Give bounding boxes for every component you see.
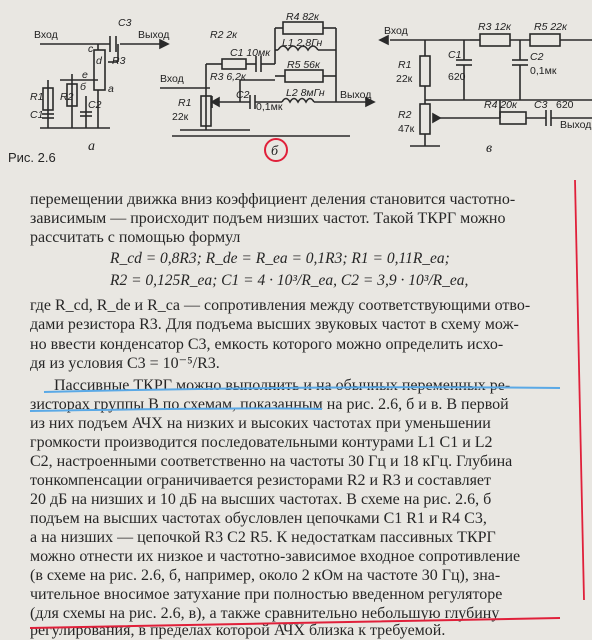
fig-c-label-r2: R2 [398, 109, 412, 121]
text-line: можно отнести их низкое и частотно-зависимое входное сопротивление [30, 548, 521, 565]
text-line: рассчитать с помощью формул [30, 229, 241, 246]
fig-b-label-l1: L1 2,8Гн [282, 37, 323, 49]
text-line: 20 дБ на низших и 10 дБ на высших частотах. В схеме на рис. 2.6, б [30, 491, 492, 508]
text-line: громкости производится последовательными контурами L1 C1 и L2 [30, 434, 493, 451]
fig-c-label-r2-value: 47к [398, 123, 415, 135]
fig-a-output-label: Выход [138, 29, 170, 41]
text-line: (в схеме на рис. 2.6, б, например, около 2 кОм на частоте 30 Гц), зна- [30, 567, 501, 584]
text-line: дя из условия C3 = 10⁻⁵/R3. [30, 355, 220, 372]
text-line: а на низших — цепочкой R3 C2 R5. К недостаткам пассивных ТКРГ [30, 529, 496, 546]
text-line: чительное вносимое затухание при полностью введенном регуляторе [30, 586, 503, 603]
formula-line-1: R_cd = 0,8R3; R_de = R_ea = 0,1R3; R1 = 0,11R_ea; [110, 250, 450, 267]
text-line: дами резистора R3. Для подъема высших звуковых частот в схему мож- [30, 316, 519, 333]
text-line: зависимым — происходит подъем низших частот. Такой ТКРГ можно [30, 210, 506, 227]
fig-b-label-r4: R4 82к [286, 11, 319, 23]
fig-c-sublabel: в [486, 141, 493, 156]
text-line: Пассивные ТКРГ можно выполнить и на обычных переменных ре- [54, 377, 511, 394]
text-line: из них подъем АЧХ на низких и высоких частотах при уменьшении [30, 415, 491, 432]
fig-c-input-label: Вход [384, 25, 408, 37]
fig-a-label-c1: C1 [30, 109, 44, 121]
fig-a-label-d: d [96, 55, 102, 67]
fig-b-label-l2: L2 8мГн [286, 87, 325, 99]
text-line: тонкомпенсации ограничивается резисторами R2 и R3 и составляет [30, 472, 492, 489]
fig-b-label-r2: R2 2к [210, 29, 238, 41]
fig-c-label-r1-value: 22к [396, 73, 413, 85]
fig-a-label-b: б [80, 81, 86, 93]
text-line: перемещении движка вниз коэффициент деления становится частотно- [30, 191, 516, 208]
fig-a-sublabel: а [88, 139, 95, 154]
text-line: зисторах группы В по схемам, показанным на рис. 2.6, б и в. В первой [30, 396, 509, 413]
fig-b-input-label: Вход [160, 73, 184, 85]
fig-c-label-c1: C1 [448, 49, 462, 61]
fig-b-label-c2-value: 0,1мк [256, 101, 283, 113]
fig-c-label-r1: R1 [398, 59, 412, 71]
fig-b-label-r1-value: 22к [172, 111, 189, 123]
fig-a-label-r1: R1 [30, 91, 44, 103]
formula-line-2: R2 = 0,125R_ea; C1 = 4 · 10³/R_ea, C2 = 3,9 · 10³/R_ea, [110, 272, 469, 289]
text-line: (для схемы на рис. 2.6, в), а также сравнительно небольшую глубину [30, 605, 500, 622]
fig-b-sublabel: б [271, 144, 279, 159]
fig-c-label-c1-value: 620 [448, 71, 466, 83]
fig-a-label-e: e [82, 69, 88, 81]
red-margin-line [575, 180, 584, 600]
figure-2-6 [0, 0, 592, 160]
fig-c-label-c2-value: 0,1мк [530, 65, 557, 77]
fig-b-label-r5: R5 56к [287, 59, 320, 71]
fig-b-label-r1: R1 [178, 97, 192, 109]
fig-a-label-r2: R2 [60, 91, 74, 103]
text-line: подъем на высших частотах обусловлен цепочками C1 R1 и R4 C3, [30, 510, 487, 527]
text-line: C2, настроенными соответственно на частоты 30 Гц и 18 кГц. Глубина [30, 453, 513, 470]
fig-a-label-c2: C2 [88, 99, 102, 111]
text-line: но ввести конденсатор C3, емкость которого можно определить исхо- [30, 336, 504, 353]
fig-c-label-r4: R4 20к [484, 99, 517, 111]
fig-b-label-r3: R3 6,2к [210, 71, 246, 83]
fig-a-label-r3: R3 [112, 55, 126, 67]
fig-c-output-label: Выход [560, 119, 592, 131]
fig-c-label-c3-value: 620 [556, 99, 574, 111]
fig-c-label-c3: C3 [534, 99, 548, 111]
text-line: регулирования, в пределах которой АЧХ близка к требуемой. [30, 622, 446, 639]
fig-b-label-c1: C1 10мк [230, 47, 271, 59]
fig-b-label-c2: C2 [236, 89, 250, 101]
fig-c-label-c2: C2 [530, 51, 544, 63]
fig-a-label-c: c [88, 43, 94, 55]
fig-c-label-r5: R5 22к [534, 21, 567, 33]
fig-a-label-c3: C3 [118, 17, 132, 29]
fig-b-output-label: Выход [340, 89, 372, 101]
text-line: где R_cd, R_de и R_ca — сопротивления между соответствующими отво- [30, 297, 531, 314]
fig-c-label-r3: R3 12к [478, 21, 511, 33]
fig-a-input-label: Вход [34, 29, 58, 41]
fig-a-label-a: a [108, 83, 114, 95]
figure-caption: Рис. 2.6 [8, 150, 56, 165]
